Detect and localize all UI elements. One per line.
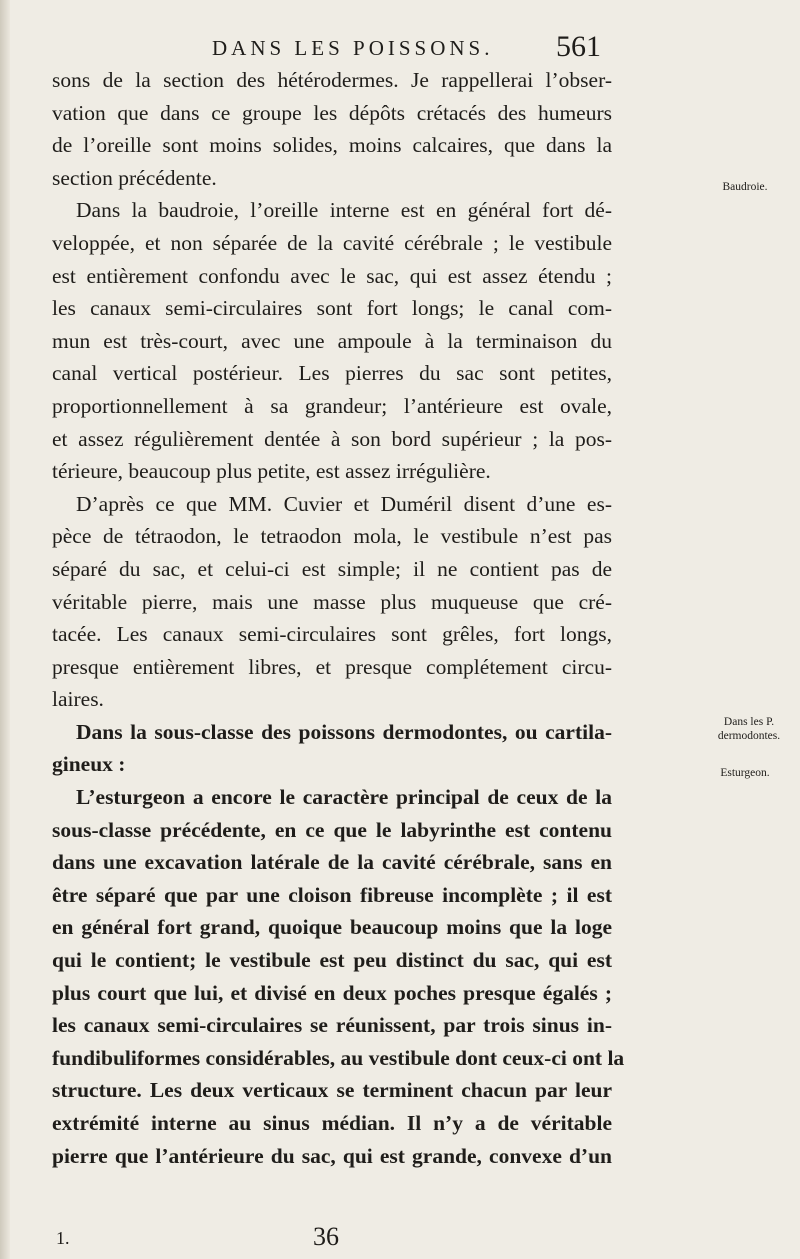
text-line: dans une excavation latérale de la cavité cérébrale, sans en: [52, 850, 612, 875]
text-line: Dans la sous-classe des poissons dermodontes, ou cartila-: [76, 719, 612, 744]
signature-mark: 1.: [56, 1228, 70, 1248]
text-line: presque entièrement libres, et presque complétement circu-: [52, 654, 612, 679]
text-line: sous-classe précédente, en ce que le labyrinthe est contenu: [52, 817, 612, 842]
body-text: [52, 64, 625, 1172]
text-line: est entièrement confondu avec le sac, qui est assez étendu ;: [52, 263, 612, 288]
text-line: structure. Les deux verticaux se terminent chacun par leur: [52, 1078, 612, 1103]
text-line: plus court que lui, et divisé en deux poches presque égalés ;: [52, 980, 612, 1005]
running-title: DANS LES POISSONS.: [212, 36, 494, 60]
text-line: en général fort grand, quoique beaucoup moins que la loge: [52, 915, 612, 940]
text-line: sons de la section des hétérodermes. Je rappellerai l’obser-: [52, 68, 612, 92]
page-number: 561: [556, 30, 601, 63]
text-line: qui le contient; le vestibule est peu distinct du sac, qui est: [52, 948, 612, 973]
text-line: section précédente.: [52, 165, 217, 190]
text-line: canal vertical postérieur. Les pierres du sac sont petites,: [52, 361, 612, 386]
text-line: D’après ce que MM. Cuvier et Duméril disent d’une es-: [76, 491, 612, 516]
text-line: mun est très-court, avec une ampoule à la terminaison du: [52, 328, 612, 353]
text-line: veloppée, et non séparée de la cavité cérébrale ; le vestibule: [52, 230, 612, 255]
margin-note-dermodontes: Dans les P. dermodontes.: [717, 716, 781, 742]
text-line: et assez régulièrement dentée à son bord supérieur ; la pos-: [52, 426, 612, 451]
text-line: gineux :: [52, 752, 126, 777]
text-line: fundibuliformes considérables, au vestibule dont ceux-ci ont la: [52, 1045, 625, 1070]
margin-note-esturgeon: Esturgeon.: [720, 767, 770, 779]
text-line: véritable pierre, mais une masse plus muqueuse que cré-: [52, 589, 612, 614]
text-line: laires.: [52, 687, 104, 712]
text-line: extrémité interne au sinus médian. Il n’y a de véritable: [52, 1111, 612, 1135]
text-line: pierre que l’antérieure du sac, qui est grande, convexe d’un: [52, 1143, 612, 1168]
page-binding-edge: [0, 0, 10, 1259]
text-line: proportionnellement à sa grandeur; l’antérieure est ovale,: [52, 393, 612, 418]
text-line: térieure, beaucoup plus petite, est assez irrégulière.: [52, 459, 491, 484]
text-line: les canaux semi-circulaires se réunissent, par trois sinus in-: [52, 1013, 612, 1038]
text-line: tacée. Les canaux semi-circulaires sont grêles, fort longs,: [52, 622, 612, 647]
text-line: Dans la baudroie, l’oreille interne est en général fort dé-: [76, 198, 612, 223]
gathering-number: 36: [313, 1222, 339, 1251]
margin-note-baudroie: Baudroie.: [722, 181, 768, 193]
text-line: séparé du sac, et celui-ci est simple; il ne contient pas de: [52, 556, 612, 581]
page-footer: [0, 1222, 800, 1256]
text-line: L’esturgeon a encore le caractère principal de ceux de la: [76, 785, 612, 810]
text-line: de l’oreille sont moins solides, moins calcaires, que dans la: [52, 133, 612, 158]
text-line: les canaux semi-circulaires sont fort longs; le canal com-: [52, 296, 612, 321]
text-line: pèce de tétraodon, le tetraodon mola, le vestibule n’est pas: [52, 524, 612, 549]
text-line: vation que dans ce groupe les dépôts crétacés des humeurs: [52, 100, 612, 125]
text-line: être séparé que par une cloison fibreuse incomplète ; il est: [52, 882, 612, 907]
